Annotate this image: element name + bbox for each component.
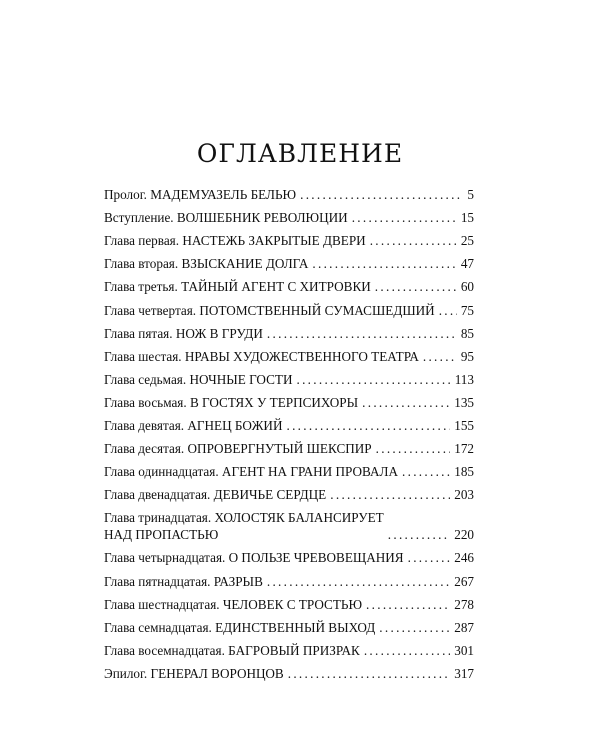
toc-entry-title bbox=[104, 394, 358, 411]
toc-entry bbox=[104, 411, 474, 434]
dot-leader bbox=[376, 440, 451, 457]
toc-entry-title-line: Глава одиннадцатая. АГЕНТ НА ГРАНИ ПРОВАЛА bbox=[104, 464, 398, 480]
toc-page-number: 85 bbox=[460, 325, 474, 341]
page-title: ОГЛАВЛЕНИЕ bbox=[196, 139, 404, 168]
toc-entry bbox=[104, 342, 474, 365]
dot-leader bbox=[408, 549, 451, 566]
toc-entry-title bbox=[104, 573, 263, 590]
toc-entry-title bbox=[104, 232, 366, 249]
toc-entry-title bbox=[104, 371, 292, 388]
toc-entry bbox=[104, 457, 474, 480]
toc-entry bbox=[104, 388, 474, 411]
toc-entry-title-line: Глава семнадцатая. ЕДИНСТВЕННЫЙ ВЫХОД bbox=[104, 619, 376, 635]
dot-leader bbox=[330, 486, 450, 503]
toc-entry bbox=[104, 203, 474, 226]
toc-page-number: 287 bbox=[454, 619, 474, 635]
toc-entry-title-line: Пролог. МАДЕМУАЗЕЛЬ БЕЛЬЮ bbox=[104, 187, 297, 203]
toc-entry bbox=[104, 226, 474, 249]
dot-leader bbox=[267, 325, 457, 342]
dot-leader bbox=[300, 186, 463, 203]
dot-leader bbox=[379, 619, 450, 636]
toc-entry bbox=[104, 272, 474, 295]
toc-entry-title-line: Глава восьмая. В ГОСТЯХ У ТЕРПСИХОРЫ bbox=[104, 394, 359, 410]
toc-entry bbox=[104, 295, 474, 318]
dot-leader bbox=[362, 394, 450, 411]
toc-entry-title bbox=[104, 549, 404, 566]
dot-leader bbox=[288, 665, 451, 682]
toc-entry-title-line: Глава пятая. НОЖ В ГРУДИ bbox=[104, 325, 263, 341]
toc-entry-title-line: Вступление. ВОЛШЕБНИК РЕВОЛЮЦИИ bbox=[104, 210, 348, 226]
toc-page-number: 155 bbox=[454, 418, 474, 434]
toc-page-number: 95 bbox=[460, 348, 474, 364]
toc-page-number: 5 bbox=[467, 187, 474, 203]
dot-leader bbox=[296, 371, 450, 388]
toc-entry-title bbox=[104, 417, 282, 434]
toc-entry-title bbox=[104, 255, 308, 272]
toc-entry-title-line: Глава четвертая. ПОТОМСТВЕННЫЙ СУМАСШЕДШИЙ bbox=[104, 302, 435, 318]
toc-entry-title bbox=[104, 463, 398, 480]
toc-entry bbox=[104, 659, 474, 682]
toc-page-number: 267 bbox=[454, 573, 474, 589]
dot-leader bbox=[439, 302, 457, 319]
toc-entry-title-line: Глава третья. ТАЙНЫЙ АГЕНТ С ХИТРОВКИ bbox=[104, 279, 371, 295]
toc-entry bbox=[104, 566, 474, 589]
toc-entry-title bbox=[104, 348, 419, 365]
toc-entry-title bbox=[104, 642, 360, 659]
dot-leader bbox=[375, 278, 457, 295]
toc-entry-title bbox=[104, 186, 296, 203]
toc-entry bbox=[104, 590, 474, 613]
toc-entry-title bbox=[104, 209, 348, 226]
toc-entry bbox=[104, 365, 474, 388]
dot-leader bbox=[267, 573, 450, 590]
table-of-contents bbox=[104, 180, 474, 682]
toc-entry-title bbox=[104, 509, 384, 543]
toc-entry-title bbox=[104, 278, 371, 295]
toc-entry bbox=[104, 613, 474, 636]
toc-entry bbox=[104, 434, 474, 457]
toc-entry-title bbox=[104, 596, 362, 613]
toc-entry-title-line: Глава шестая. НРАВЫ ХУДОЖЕСТВЕННОГО ТЕАТРА bbox=[104, 348, 419, 364]
toc-entry-title-line: Глава седьмая. НОЧНЫЕ ГОСТИ bbox=[104, 371, 293, 387]
toc-entry bbox=[104, 480, 474, 503]
toc-entry-title-line: Глава первая. НАСТЕЖЬ ЗАКРЫТЫЕ ДВЕРИ bbox=[104, 233, 366, 249]
toc-page-number: 60 bbox=[460, 279, 474, 295]
toc-entry-title bbox=[104, 302, 435, 319]
toc-entry-title-line: Глава вторая. ВЗЫСКАНИЕ ДОЛГА bbox=[104, 256, 309, 272]
toc-page-number: 25 bbox=[460, 233, 474, 249]
toc-entry-title-line: Глава десятая. ОПРОВЕРГНУТЫЙ ШЕКСПИР bbox=[104, 441, 372, 457]
toc-page-number: 278 bbox=[454, 596, 474, 612]
toc-page-number: 47 bbox=[460, 256, 474, 272]
toc-entry-title-line: Глава восемнадцатая. БАГРОВЫЙ ПРИЗРАК bbox=[104, 642, 360, 658]
toc-entry-title-line: Эпилог. ГЕНЕРАЛ ВОРОНЦОВ bbox=[104, 665, 284, 681]
dot-leader bbox=[402, 463, 450, 480]
dot-leader bbox=[312, 255, 456, 272]
toc-entry-title bbox=[104, 619, 375, 636]
toc-entry-title bbox=[104, 440, 372, 457]
toc-page-number: 172 bbox=[454, 441, 474, 457]
dot-leader bbox=[388, 526, 450, 543]
dot-leader bbox=[423, 348, 457, 365]
toc-page-number: 301 bbox=[454, 642, 474, 658]
toc-entry bbox=[104, 503, 474, 543]
toc-entry-title-line: Глава четырнадцатая. О ПОЛЬЗЕ ЧРЕВОВЕЩАНИЯ bbox=[104, 550, 404, 566]
toc-page-number: 220 bbox=[454, 527, 474, 543]
dot-leader bbox=[352, 209, 457, 226]
toc-entry-title bbox=[104, 665, 284, 682]
toc-entry bbox=[104, 249, 474, 272]
toc-entry-title-line: Глава тринадцатая. ХОЛОСТЯК БАЛАНСИРУЕТ bbox=[104, 510, 384, 526]
toc-page-number: 246 bbox=[454, 550, 474, 566]
toc-page-number: 185 bbox=[454, 464, 474, 480]
toc-page-number: 75 bbox=[460, 302, 474, 318]
toc-entry-title-line: Глава шестнадцатая. ЧЕЛОВЕК С ТРОСТЬЮ bbox=[104, 596, 363, 612]
toc-entry-title-line: Глава девятая. АГНЕЦ БОЖИЙ bbox=[104, 418, 283, 434]
toc-page-number: 317 bbox=[454, 665, 474, 681]
dot-leader bbox=[366, 596, 450, 613]
toc-entry-title-line: Глава двенадцатая. ДЕВИЧЬЕ СЕРДЦЕ bbox=[104, 487, 327, 503]
toc-entry bbox=[104, 636, 474, 659]
toc-page-number: 113 bbox=[454, 371, 474, 387]
toc-entry bbox=[104, 543, 474, 566]
toc-entry-title-line: НАД ПРОПАСТЬЮ bbox=[104, 527, 219, 543]
toc-page-number: 203 bbox=[454, 487, 474, 503]
toc-entry-title bbox=[104, 486, 326, 503]
toc-page-number: 15 bbox=[460, 210, 474, 226]
toc-entry bbox=[104, 180, 474, 203]
dot-leader bbox=[364, 642, 450, 659]
toc-entry-title-line: Глава пятнадцатая. РАЗРЫВ bbox=[104, 573, 263, 589]
toc-entry-title bbox=[104, 325, 263, 342]
dot-leader bbox=[286, 417, 450, 434]
toc-entry bbox=[104, 319, 474, 342]
toc-page-number: 135 bbox=[454, 394, 474, 410]
dot-leader bbox=[370, 232, 457, 249]
